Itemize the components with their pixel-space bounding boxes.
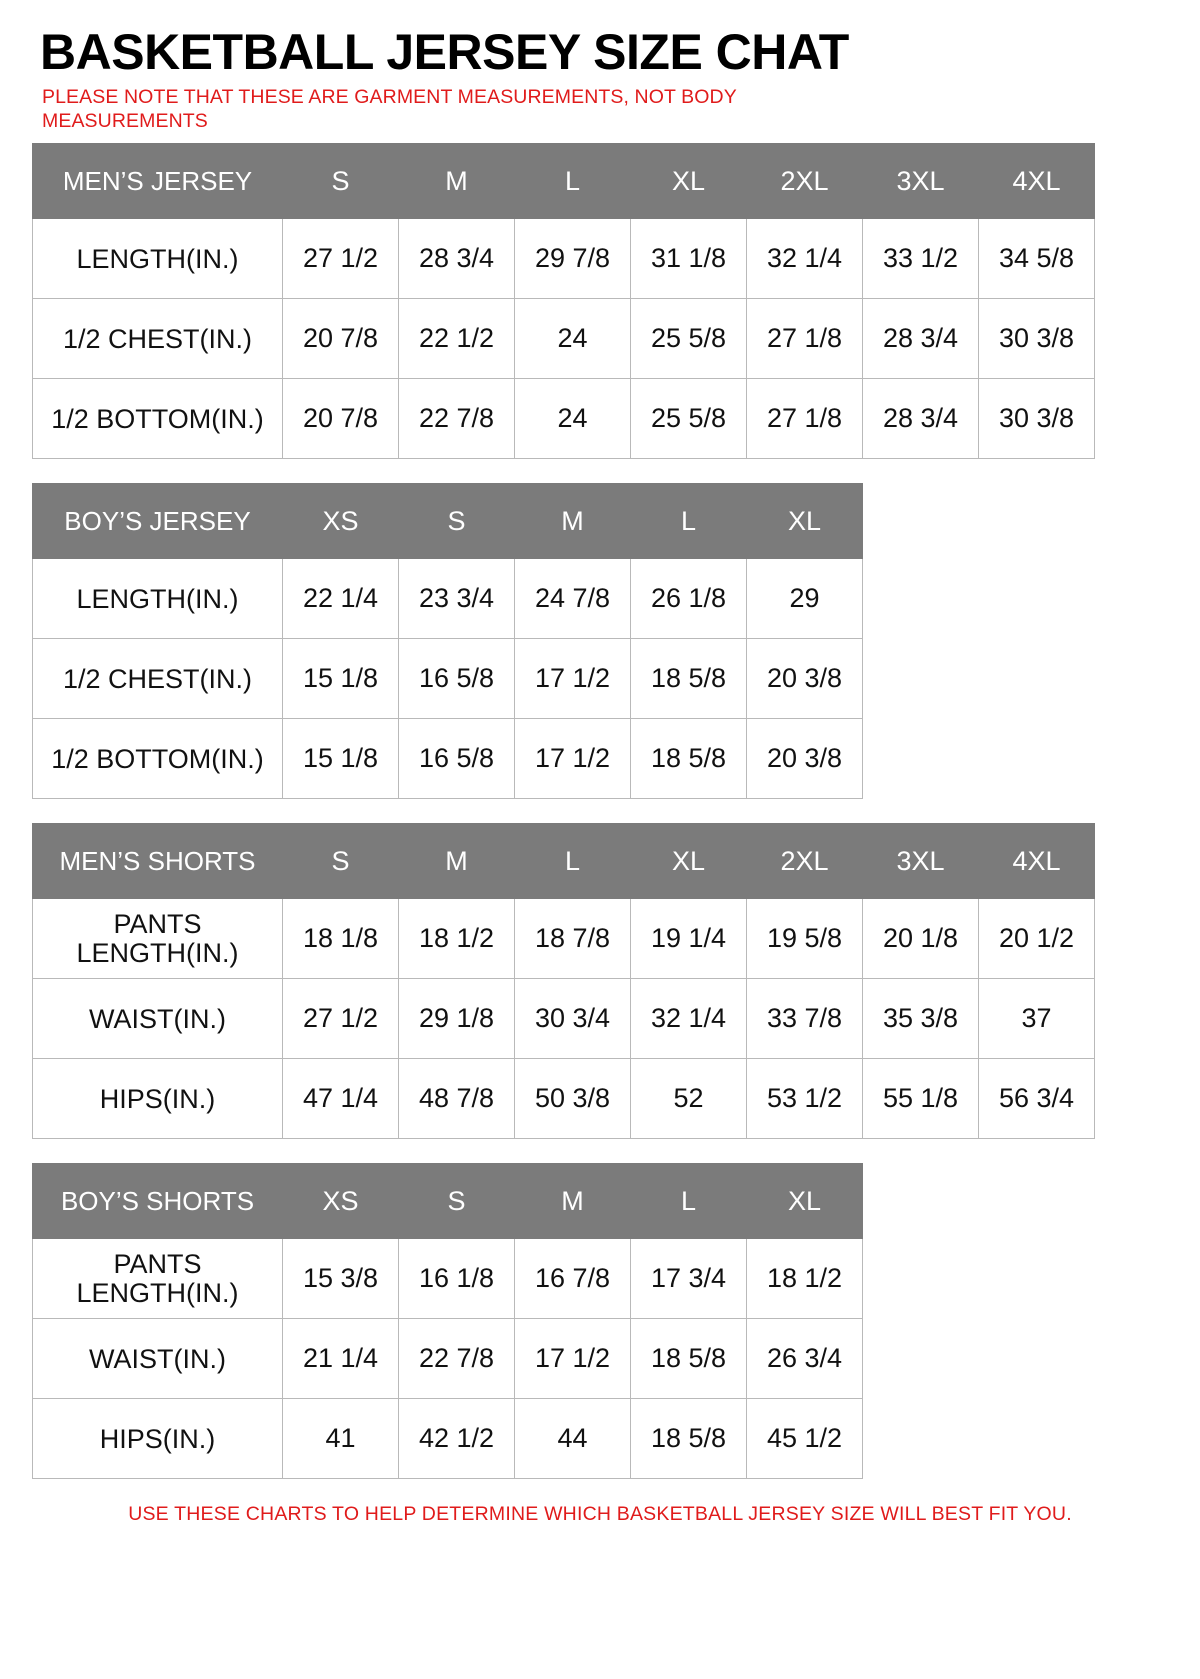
table-row [33, 1399, 863, 1479]
size-column-header: XL [747, 1164, 863, 1239]
table-corner-label: BOY’S JERSEY [33, 484, 283, 559]
measurement-value: 30 3/8 [979, 299, 1095, 379]
measurement-value: 29 [747, 559, 863, 639]
size-column-header: S [283, 144, 399, 219]
measurement-value: 48 7/8 [399, 1059, 515, 1139]
measurement-value: 24 7/8 [515, 559, 631, 639]
measurement-value: 17 1/2 [515, 639, 631, 719]
measurement-value: 29 7/8 [515, 219, 631, 299]
measurement-value: 37 [979, 979, 1095, 1059]
measurement-value: 20 7/8 [283, 299, 399, 379]
size-column-header: L [631, 1164, 747, 1239]
table-row [33, 979, 1095, 1059]
measurement-value: 27 1/8 [747, 379, 863, 459]
measurement-value: 18 5/8 [631, 639, 747, 719]
measurement-value: 45 1/2 [747, 1399, 863, 1479]
size-column-header: XS [283, 1164, 399, 1239]
measurement-value: 20 1/8 [863, 899, 979, 979]
size-column-header: S [283, 824, 399, 899]
table-header-row [33, 824, 1095, 899]
size-column-header: M [399, 824, 515, 899]
measurement-value: 27 1/2 [283, 979, 399, 1059]
measurement-value: 15 1/8 [283, 639, 399, 719]
size-column-header: M [515, 484, 631, 559]
measurement-value: 32 1/4 [747, 219, 863, 299]
measurement-value: 18 5/8 [631, 719, 747, 799]
measurement-label: 1/2 BOTTOM(IN.) [33, 379, 283, 459]
measurement-value: 18 5/8 [631, 1399, 747, 1479]
measurement-label: WAIST(IN.) [33, 1319, 283, 1399]
size-column-header: 4XL [979, 824, 1095, 899]
measurement-label: 1/2 CHEST(IN.) [33, 299, 283, 379]
size-table-mens-jersey [32, 143, 1095, 459]
measurement-label: LENGTH(IN.) [33, 559, 283, 639]
size-column-header: L [515, 824, 631, 899]
table-row [33, 719, 863, 799]
measurement-value: 30 3/8 [979, 379, 1095, 459]
measurement-value: 50 3/8 [515, 1059, 631, 1139]
size-column-header: XL [631, 144, 747, 219]
measurement-value: 20 3/8 [747, 639, 863, 719]
measurement-value: 25 5/8 [631, 379, 747, 459]
size-table-mens-shorts [32, 823, 1095, 1139]
table-header-row [33, 1164, 863, 1239]
measurement-value: 17 1/2 [515, 1319, 631, 1399]
measurement-value: 41 [283, 1399, 399, 1479]
measurement-value: 55 1/8 [863, 1059, 979, 1139]
size-column-header: 3XL [863, 824, 979, 899]
measurement-note: PLEASE NOTE THAT THESE ARE GARMENT MEASUREMENTS, NOT BODY MEASUREMENTS [42, 85, 737, 132]
measurement-value: 33 1/2 [863, 219, 979, 299]
table-row [33, 379, 1095, 459]
measurement-value: 17 3/4 [631, 1239, 747, 1319]
measurement-value: 19 1/4 [631, 899, 747, 979]
size-column-header: XS [283, 484, 399, 559]
table-row [33, 1059, 1095, 1139]
measurement-value: 15 3/8 [283, 1239, 399, 1319]
measurement-label-line2: LENGTH(IN.) [76, 937, 239, 968]
measurement-value: 47 1/4 [283, 1059, 399, 1139]
tables-container [30, 143, 1170, 1479]
table-row [33, 559, 863, 639]
measurement-value: 25 5/8 [631, 299, 747, 379]
measurement-value: 16 1/8 [399, 1239, 515, 1319]
table-corner-label: BOY’S SHORTS [33, 1164, 283, 1239]
measurement-value: 29 1/8 [399, 979, 515, 1059]
table-corner-label: MEN’S SHORTS [33, 824, 283, 899]
measurement-value: 16 5/8 [399, 639, 515, 719]
measurement-value: 56 3/4 [979, 1059, 1095, 1139]
measurement-value: 18 1/8 [283, 899, 399, 979]
measurement-value: 18 1/2 [747, 1239, 863, 1319]
measurement-label-line1: PANTS [113, 1249, 202, 1280]
measurement-label: HIPS(IN.) [33, 1059, 283, 1139]
size-column-header: 2XL [747, 144, 863, 219]
size-column-header: 4XL [979, 144, 1095, 219]
measurement-value: 44 [515, 1399, 631, 1479]
measurement-label: LENGTH(IN.) [33, 219, 283, 299]
measurement-value: 22 1/4 [283, 559, 399, 639]
size-table-boys-shorts [32, 1163, 863, 1479]
measurement-value: 52 [631, 1059, 747, 1139]
measurement-value: 28 3/4 [863, 299, 979, 379]
size-column-header: L [515, 144, 631, 219]
table-corner-label: MEN’S JERSEY [33, 144, 283, 219]
measurement-label: HIPS(IN.) [33, 1399, 283, 1479]
size-column-header: L [631, 484, 747, 559]
size-column-header: XL [747, 484, 863, 559]
size-table-boys-jersey [32, 483, 863, 799]
size-column-header: S [399, 484, 515, 559]
measurement-value: 28 3/4 [399, 219, 515, 299]
size-column-header: M [515, 1164, 631, 1239]
measurement-value: 23 3/4 [399, 559, 515, 639]
measurement-value: 18 5/8 [631, 1319, 747, 1399]
measurement-value: 42 1/2 [399, 1399, 515, 1479]
measurement-value: 30 3/4 [515, 979, 631, 1059]
measurement-value: 15 1/8 [283, 719, 399, 799]
table-row [33, 899, 1095, 979]
size-column-header: M [399, 144, 515, 219]
measurement-value: 17 1/2 [515, 719, 631, 799]
measurement-label [33, 899, 283, 979]
size-column-header: S [399, 1164, 515, 1239]
measurement-value: 22 7/8 [399, 379, 515, 459]
measurement-value: 20 7/8 [283, 379, 399, 459]
measurement-value: 32 1/4 [631, 979, 747, 1059]
size-column-header: 2XL [747, 824, 863, 899]
table-row [33, 1239, 863, 1319]
measurement-value: 33 7/8 [747, 979, 863, 1059]
measurement-value: 35 3/8 [863, 979, 979, 1059]
measurement-value: 31 1/8 [631, 219, 747, 299]
measurement-value: 22 7/8 [399, 1319, 515, 1399]
measurement-label [33, 1239, 283, 1319]
measurement-value: 27 1/8 [747, 299, 863, 379]
measurement-value: 16 5/8 [399, 719, 515, 799]
measurement-value: 53 1/2 [747, 1059, 863, 1139]
measurement-value: 28 3/4 [863, 379, 979, 459]
measurement-value: 26 3/4 [747, 1319, 863, 1399]
page-title: BASKETBALL JERSEY SIZE CHAT [40, 24, 849, 80]
measurement-value: 18 7/8 [515, 899, 631, 979]
measurement-value: 34 5/8 [979, 219, 1095, 299]
size-column-header: 3XL [863, 144, 979, 219]
measurement-value: 19 5/8 [747, 899, 863, 979]
measurement-label: WAIST(IN.) [33, 979, 283, 1059]
measurement-label: 1/2 CHEST(IN.) [33, 639, 283, 719]
measurement-value: 20 3/8 [747, 719, 863, 799]
table-header-row [33, 144, 1095, 219]
size-column-header: XL [631, 824, 747, 899]
measurement-value: 18 1/2 [399, 899, 515, 979]
measurement-value: 27 1/2 [283, 219, 399, 299]
measurement-label: 1/2 BOTTOM(IN.) [33, 719, 283, 799]
table-row [33, 639, 863, 719]
measurement-value: 21 1/4 [283, 1319, 399, 1399]
table-row [33, 1319, 863, 1399]
measurement-value: 16 7/8 [515, 1239, 631, 1319]
measurement-label-line1: PANTS [113, 909, 202, 940]
measurement-value: 20 1/2 [979, 899, 1095, 979]
measurement-label-line2: LENGTH(IN.) [76, 1277, 239, 1308]
table-row [33, 219, 1095, 299]
table-header-row [33, 484, 863, 559]
measurement-value: 24 [515, 379, 631, 459]
table-row [33, 299, 1095, 379]
measurement-value: 22 1/2 [399, 299, 515, 379]
footer-note: USE THESE CHARTS TO HELP DETERMINE WHICH BASKETBALL JERSEY SIZE WILL BEST FIT YOU. [128, 1503, 1072, 1526]
measurement-value: 26 1/8 [631, 559, 747, 639]
measurement-value: 24 [515, 299, 631, 379]
